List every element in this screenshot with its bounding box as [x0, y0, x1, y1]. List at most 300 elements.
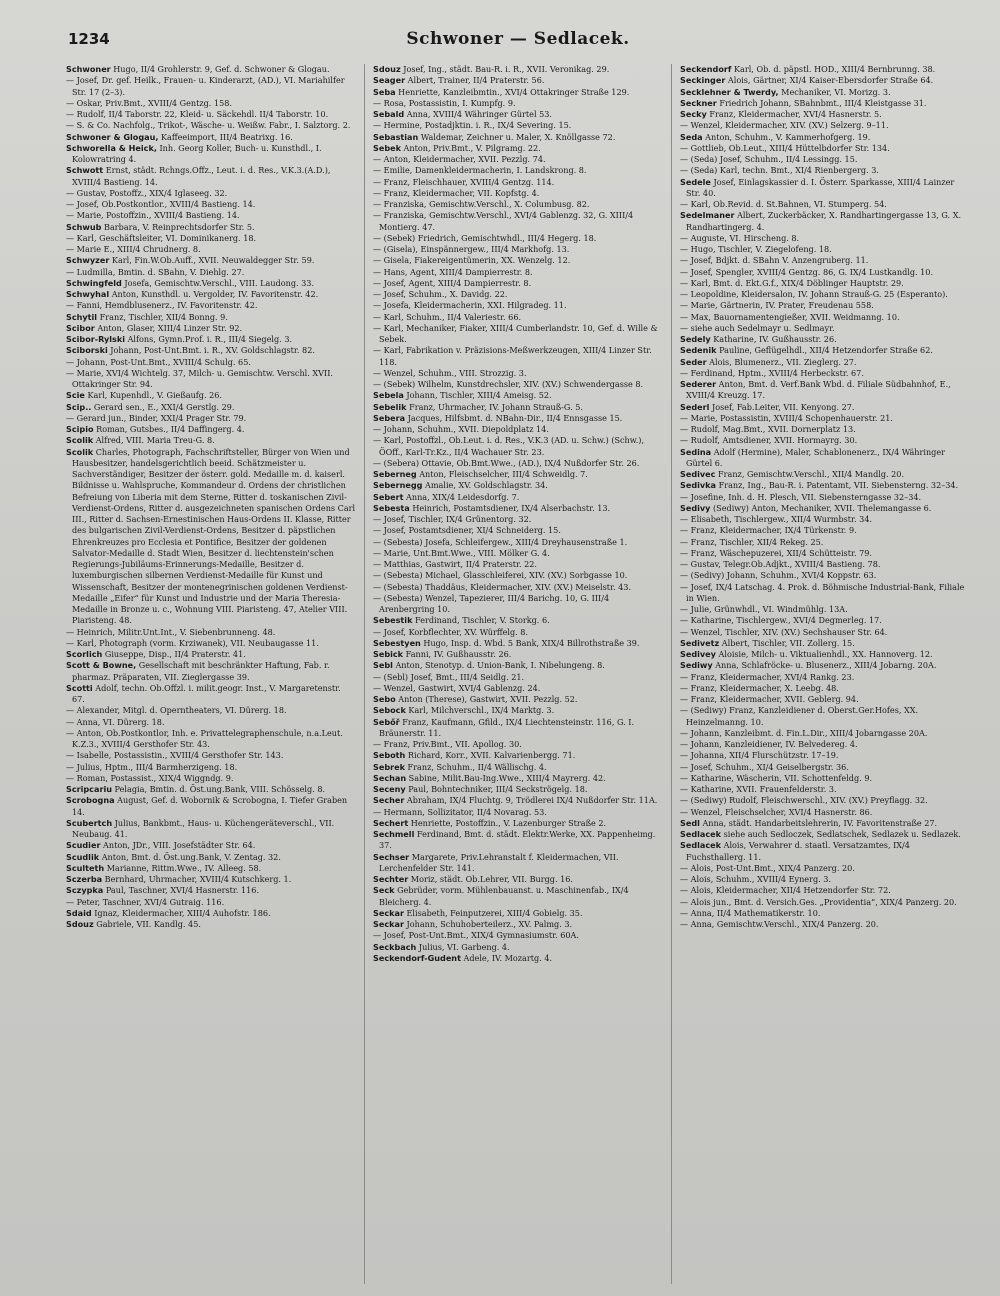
entry-details: Giuseppe, Disp., II/4 Praterstr. 41. — [102, 649, 246, 659]
entry-name: Sebl — [373, 660, 393, 671]
entry-name: Seck — [373, 885, 395, 896]
directory-entry — [680, 570, 970, 581]
directory-entry — [66, 244, 356, 255]
directory-entry — [66, 64, 356, 75]
entry-details: — Anna, Gemischtw.Verschl., XIX/4 Panzerg. 20. — [680, 919, 879, 929]
entry-details: — Marie, Postassistin, XVIII/4 Schopenhauerstr. 21. — [680, 412, 893, 423]
entry-name: Scudier — [66, 840, 101, 851]
entry-name: Schwub — [66, 221, 102, 232]
entry-details: Anna, städt. Handarbeitslehrerin, IV. Favoritenstraße 27. — [699, 817, 938, 828]
directory-entry — [680, 492, 970, 503]
directory-entry — [66, 109, 356, 120]
entry-details: Henriette, Postoffzin., V. Lazenburger Straße 2. — [408, 817, 607, 828]
entry-details: — (Sebek) Wilhelm, Kunstdrechsler, XIV. (XV.) Schwendergasse 8. — [373, 379, 644, 389]
directory-entry — [66, 435, 356, 446]
directory-entry — [373, 300, 663, 311]
directory-entry — [373, 660, 663, 671]
entry-details: Gebrüder, vorm. Mühlenbauanst. u. Maschinenfab., IX/4 Bleicherg. 4. — [379, 885, 629, 907]
entry-name: Seckar — [373, 919, 404, 929]
entry-name: Scie — [66, 390, 85, 401]
entry-details: — Karl, Ob.Revid. d. St.Bahnen, VI. Stumperg. 54. — [680, 199, 887, 209]
entry-name: Sedelmaner — [680, 210, 735, 221]
directory-entry — [373, 627, 663, 638]
directory-entry — [373, 582, 663, 593]
entry-details: — Johanna, XII/4 Flurschützstr. 17–19. — [680, 750, 839, 761]
directory-entry — [373, 705, 663, 716]
directory-entry — [373, 615, 663, 626]
entry-name: Scibor — [66, 322, 95, 333]
entry-name: Seberneg — [373, 469, 417, 479]
entry-details: (Sediwy) Anton, Mechaniker, XVII. Thelemangasse 6. — [710, 502, 932, 513]
directory-entry — [373, 390, 663, 401]
entry-name: Sebo — [373, 694, 396, 704]
entry-details: Anton, Priv.Bmt., V. Pilgramg. 22. — [400, 142, 541, 153]
directory-entry — [373, 132, 663, 143]
entry-details: Anton, Stenotyp. d. Union-Bank, I. Nibelungeng. 8. — [392, 660, 605, 671]
entry-details: — Auguste, VI. Hirscheng. 8. — [680, 232, 800, 243]
entry-details: — siehe auch Sedelmayr u. Sedlmayr. — [680, 322, 835, 333]
entry-name: Seceny — [373, 784, 406, 794]
entry-details: — Hugo, Tischler, V. Ziegelofeng. 18. — [680, 244, 832, 254]
directory-entry — [373, 930, 663, 941]
entry-name: Sebek — [373, 142, 401, 153]
directory-entry — [373, 717, 663, 740]
entry-details: Richard, Korr., XVII. Kalvarienbergg. 71. — [405, 750, 576, 761]
directory-entry — [66, 334, 356, 345]
directory-entry — [66, 210, 356, 221]
directory-entry — [66, 705, 356, 716]
entry-details: — Wenzel, Tischler, XIV. (XV.) Sechshauser Str. 64. — [680, 626, 888, 637]
entry-name: Sedina — [680, 446, 712, 457]
entry-name: Seckar — [373, 907, 404, 918]
entry-details: Ferdinand, Tischler, V. Storkg. 6. — [412, 615, 550, 626]
entry-details: — Emilie, Damenkleidermacherin, I. Landskrong. 8. — [373, 165, 587, 176]
entry-details: — Franz, Kleidermacher, VII. Kopfstg. 4. — [373, 187, 540, 198]
directory-entry — [373, 312, 663, 323]
page-title: Schwoner — Sedlacek. — [406, 29, 630, 49]
entry-name: Scrobogna — [66, 795, 115, 806]
directory-entry — [373, 64, 663, 75]
directory-entry — [680, 582, 970, 605]
directory-entry — [66, 784, 356, 795]
entry-details: — Anton, Ob.Postkontlor, Inh. e. Privattelegraphenschule, n.a.Leut. K.Z.3., XVIII/4 Gersthofer Str. 43. — [66, 727, 343, 749]
directory-entry — [680, 525, 970, 536]
entry-details: Kaffeeimport, III/4 Beatrixg. 16. — [158, 131, 293, 142]
entry-name: Sebernegg — [373, 480, 423, 491]
entry-details: Heinrich, Postamtsdiener, IX/4 Alserbachstr. 13. — [409, 502, 611, 513]
directory-entry — [66, 345, 356, 356]
entry-details: Pauline, Geflügelhdl., XII/4 Hetzendorfer Straße 62. — [716, 345, 933, 356]
entry-details: — Wenzel, Gastwirt, XVI/4 Gablenzg. 24. — [373, 682, 541, 693]
entry-details: Alois, Verwahrer d. staatl. Versatzamtes, IX/4 Fuchsthallerg. 11. — [686, 840, 910, 862]
directory-entry — [66, 795, 356, 818]
directory-entry — [680, 447, 970, 470]
entry-details: Alois, Gärtner, XI/4 Kaiser-Ebersdorfer Straße 64. — [725, 75, 934, 86]
entry-name: Seckendorf — [680, 64, 732, 74]
entry-name: Sczerba — [66, 874, 103, 884]
entry-name: Schwoner & Glogau, — [66, 131, 159, 142]
entry-details: — Josefine, Inh. d. H. Plesch, VII. Siebensterngasse 32–34. — [680, 491, 922, 502]
column-3 — [680, 64, 970, 1284]
directory-entry — [680, 795, 970, 806]
entry-details: — Josef, Postamtsdiener, XI/4 Schneiderg. 15. — [373, 525, 561, 536]
directory-entry — [66, 717, 356, 728]
directory-entry — [373, 177, 663, 188]
directory-entry — [680, 660, 970, 671]
entry-details: Elisabeth, Feinputzerei, XIII/4 Gobielg. 35. — [403, 907, 583, 918]
entry-details: Josef, Fab.Leiter, VII. Kenyong. 27. — [709, 401, 855, 412]
directory-entry — [373, 548, 663, 559]
directory-entry — [373, 165, 663, 176]
entry-details: — Alois, Schuhm., XVIII/4 Eynerg. 3. — [680, 874, 832, 884]
directory-entry — [373, 818, 663, 829]
entry-details: — Johann, Post-Unt.Bmt., XVIII/4 Schulg. 65. — [66, 356, 251, 367]
entry-details: — Josef, Schuhm., XI/4 Geiselbergstr. 36. — [680, 761, 849, 772]
entry-details: — Alois, Post-Unt.Bmt., XIX/4 Panzerg. 20. — [680, 862, 855, 873]
entry-name: Sebock — [373, 705, 406, 716]
entry-name: Scripcariu — [66, 784, 112, 794]
directory-entry — [373, 278, 663, 289]
entry-details: Barbara, V. Reinprechtsdorfer Str. 5. — [101, 221, 255, 232]
entry-name: Sedele — [680, 176, 711, 187]
directory-entry — [373, 773, 663, 784]
directory-entry — [66, 728, 356, 751]
entry-details: — (Seda) Josef, Schuhm., II/4 Lessingg. 15. — [680, 154, 858, 164]
entry-details: Roman, Gutsbes., II/4 Daffingerg. 4. — [93, 424, 245, 434]
directory-entry — [66, 267, 356, 278]
directory-entry — [66, 908, 356, 919]
entry-name: Sedivka — [680, 480, 717, 491]
entry-name: Sebesta — [373, 502, 410, 513]
directory-entry — [373, 514, 663, 525]
entry-name: Sedenik — [680, 345, 717, 356]
entry-name: Scolik — [66, 435, 94, 446]
entry-details: — Franz, Kleidermacher, IX/4 Türkenstr. 9. — [680, 525, 857, 536]
entry-name: Sdouz — [373, 64, 401, 74]
entry-details: Sabine, Milit.Bau-Ing.Wwe., XIII/4 Mayrerg. 42. — [406, 772, 606, 783]
directory-entry — [680, 244, 970, 255]
entry-details: — Ludmilla, Bmtin. d. SBahn, V. Diehlg. 27. — [66, 266, 245, 277]
entry-details: — Oskar, Priv.Bmt., XVIII/4 Gentzg. 158. — [66, 97, 232, 108]
directory-entry — [680, 323, 970, 334]
directory-entry — [680, 537, 970, 548]
entry-details: — Alois jun., Bmt. d. Versich.Ges. „Providentia“, XIX/4 Panzerg. 20. — [680, 896, 957, 907]
directory-entry — [373, 942, 663, 953]
entry-details: — Karl, Geschäftsleiter, VI. Dominikanerg. 18. — [66, 232, 257, 243]
directory-entry — [680, 233, 970, 244]
directory-entry — [66, 98, 356, 109]
directory-entry — [373, 829, 663, 852]
entry-details: Gabriele, VII. Kandlg. 45. — [93, 919, 201, 929]
directory-entry — [680, 784, 970, 795]
directory-entry — [66, 312, 356, 323]
entry-details: Anton, Kunsthdl. u. Vergolder, IV. Favoritenstr. 42. — [109, 289, 319, 299]
directory-entry — [373, 98, 663, 109]
entry-name: Secky — [680, 109, 707, 119]
entry-details: — Franz, Tischler, XII/4 Rekeg. 25. — [680, 536, 824, 547]
directory-entry — [680, 75, 970, 86]
directory-entry — [680, 874, 970, 885]
directory-entry — [680, 413, 970, 424]
entry-details: — (Sebek) Friedrich, Gemischtwhdl., III/4 Hegerg. 18. — [373, 232, 597, 243]
directory-entry — [680, 379, 970, 402]
entry-details: — Marie E., XIII/4 Chrudnerg. 8. — [66, 244, 201, 254]
directory-entry — [680, 514, 970, 525]
directory-entry — [373, 413, 663, 424]
entry-name: Sedivetz — [680, 637, 720, 648]
directory-entry — [680, 289, 970, 300]
entry-details: — Josef, Dr. gef. Heilk., Frauen- u. Kinderarzt, (AD.), VI. Mariahilfer Str. 17 (2–3). — [66, 75, 345, 97]
directory-entry — [680, 604, 970, 615]
entry-details: Julius, Bankbmt., Haus- u. Küchengeräteverschl., VII. Neubaug. 41. — [72, 817, 335, 839]
directory-entry — [680, 762, 970, 773]
directory-entry — [66, 863, 356, 874]
entry-name: Schwyhal — [66, 289, 110, 299]
entry-name: Sebick — [373, 649, 404, 659]
entry-details: — Josefa, Kleidermacherin, XXI. Hilgradeg. 11. — [373, 300, 567, 311]
directory-entry — [373, 739, 663, 750]
entry-details: Amalie, XV. Goldschlagstr. 34. — [422, 480, 548, 491]
entry-details: Abraham, IX/4 Fluchtg. 9, Trödlerei IX/4 Nußdorfer Str. 11A. — [404, 795, 658, 806]
entry-details: Charles, Photograph, Fachschriftsteller, Bürger von Wien und Hausbesitzer, handelsgerichtlich beeid. Schätzmeister u. Sachverständiger, Besitzer der österr. gold. Medaille m. d. kaiserl. Bildnisse u. Wahlspruche, Kommandeur d. Ordens der christlichen Befreiung von Liberia mit dem Sterne, Ritter d. toskanischen Zivil-Verdienst-Ordens, Ritter d. ausgezeichneten spanischen Ordens Carl III., Ritter d. Sachsen-Ernestinischen Haus-Ordens II. Klasse, Ritter des bulgarischen Zivil-Verdienst-Ordens, Besitzer d. päpstlichen Ehrenkreuzes pro Ecclesia et Pontifice, Besitzer der goldenen Salvator-Medaille d. Stadt Wien, Besitzer d. liechtenstein'schen Regierungs-Jubiläums-Erinnerungs-Medaille, Besitzer d. luxemburgischen silbernen Verdienst-Medaille für Kunst und Wissenschaft, Besitzer der montenegrinischen goldenen Verdienst-Medaille „Eifer“ für Kunst und Industrie und der Maria Theresia-Medaille in Bronze u. c., Wohnung VIII. Piaristeng. 47, Atelier VIII. Piaristeng. 48. — [72, 446, 356, 626]
directory-entry — [680, 773, 970, 784]
directory-entry — [373, 323, 663, 346]
directory-entry — [680, 278, 970, 289]
entry-details: Karl, Ob. d. päpstl. HOD., XIII/4 Bernbrunng. 38. — [731, 64, 936, 74]
entry-details: Josefa, Gemischtw.Verschl., VIII. Laudong. 33. — [121, 277, 315, 288]
directory-entry — [680, 469, 970, 480]
entry-name: Sedl — [680, 817, 700, 828]
entry-details: Johann, Schuhoberteilerz., XV. Palmg. 3. — [403, 919, 573, 929]
directory-entry — [66, 255, 356, 266]
directory-entry — [680, 829, 970, 840]
directory-entry — [680, 177, 970, 200]
entry-name: Schytil — [66, 311, 98, 322]
entry-details: — (Sediwy) Rudolf, Fleischwerschl., XIV. (XV.) Preyflagg. 32. — [680, 795, 928, 806]
directory-entry — [680, 728, 970, 739]
directory-entry — [373, 570, 663, 581]
entry-details: — Heinrich, Militr.Unt.Int., V. Siebenbrunneng. 48. — [66, 626, 276, 637]
entry-details: — (Sebl) Josef, Bmt., III/4 Seidlg. 21. — [373, 671, 525, 682]
directory-entry — [373, 795, 663, 806]
entry-details: Alfons, Gymn.Prof. i. R., III/4 Siegelg. 3. — [125, 334, 293, 344]
entry-name: Seder — [680, 356, 707, 367]
directory-entry — [680, 919, 970, 930]
directory-entry — [373, 154, 663, 165]
entry-details: Anton, Fleischselcher, III/4 Schweidlg. 7. — [416, 469, 588, 479]
directory-entry — [66, 368, 356, 391]
directory-entry — [680, 750, 970, 761]
entry-details: Julius, VI. Garbeng. 4. — [416, 941, 510, 952]
entry-details: — Karl, Fabrikation v. Präzisions-Meßwerkzeugen, XIII/4 Linzer Str. 118. — [373, 345, 652, 367]
entry-details: — Anton, Kleidermacher, XVII. Pezzlg. 74. — [373, 154, 546, 164]
directory-entry — [66, 413, 356, 424]
entry-name: Sebestik — [373, 615, 413, 626]
entry-details: Alois, Blumenerz., VII. Zieglerg. 27. — [706, 356, 857, 367]
entry-details: Johann, Post-Unt.Bmt. i. R., XV. Goldschlagstr. 82. — [107, 345, 315, 356]
entry-details: Inh. Georg Koller, Buch- u. Kunsthdl., I. Kolowratring 4. — [72, 142, 322, 164]
entry-columns — [66, 64, 970, 1284]
entry-name: Sechter — [373, 874, 409, 884]
entry-details: Karl, Fin.W.Ob.Auff., XVII. Neuwaldegger Str. 59. — [109, 255, 315, 266]
directory-entry — [373, 537, 663, 548]
directory-entry — [373, 87, 663, 98]
directory-entry — [680, 334, 970, 345]
entry-details: Ferdinand, Bmt. d. städt. Elektr.Werke, XX. Pappenheimg. 37. — [379, 829, 656, 851]
entry-name: Sechser — [373, 851, 410, 862]
directory-entry — [680, 368, 970, 379]
entry-details: — Elisabeth, Tischlergew., XII/4 Wurmbstr. 34. — [680, 514, 873, 524]
directory-entry — [680, 807, 970, 818]
entry-details: Margarete, Priv.Lehranstalt f. Kleidermachen, VII. Lerchenfelder Str. 141. — [379, 851, 619, 873]
entry-details: — Franz, Kleidermacher, XVII. Geblerg. 94. — [680, 694, 859, 704]
entry-details: Friedrich Johann, SBahnbmt., III/4 Kleistgasse 31. — [716, 97, 927, 108]
entry-details: — Wenzel, Kleidermacher, XIV. (XV.) Selzerg. 9–11. — [680, 120, 889, 131]
directory-entry — [680, 165, 970, 176]
entry-details: — Wenzel, Schuhm., VIII. Strozzig. 3. — [373, 367, 527, 378]
entry-name: Seckner — [680, 97, 717, 108]
entry-name: Seckinger — [680, 75, 726, 86]
entry-name: Seba — [373, 86, 396, 97]
entry-details: — Franziska, Gemischtw.Verschl., XVI/4 Gablenzg. 32, G. XIII/4 Montierg. 47. — [373, 210, 634, 232]
entry-details: — Marie, XVI/4 Wichtelg. 37, Milch- u. Gemischtw. Verschl. XVII. Ottakringer Str. 94. — [66, 367, 333, 389]
entry-name: Schwingfeld — [66, 277, 122, 288]
entry-details: — Karl, Postoffzl., Ob.Leut. i. d. Res., V.K.3 (AD. u. Schw.) (Schw.), ÖOff., Karl-Tr.Kz., II/4 Wachauer Str. 23. — [373, 435, 645, 457]
entry-details: — Karl, Photograph (vorm. Krziwanek), VII. Neubaugasse 11. — [66, 637, 319, 648]
entry-details: Anna, XIX/4 Leidesdorfg. 7. — [403, 491, 520, 502]
directory-entry — [680, 694, 970, 705]
directory-entry — [680, 210, 970, 233]
directory-entry — [66, 885, 356, 896]
entry-details: — Karl, Schuhm., II/4 Valeriestr. 66. — [373, 311, 522, 322]
directory-entry — [373, 469, 663, 480]
entry-name: Sederl — [680, 401, 710, 412]
entry-details: Gesellschaft mit beschränkter Haftung, Fab. r. pharmaz. Präparaten, VII. Zieglergasse 39. — [72, 660, 330, 682]
entry-details: — (Sebesta) Wenzel, Tapezierer, III/4 Barichg. 10, G. III/4 Arenbergring 10. — [373, 592, 610, 614]
entry-details: — Hermann, Sollizitator, II/4 Novarag. 53. — [373, 806, 547, 817]
page-number: 1234 — [68, 30, 110, 48]
directory-entry — [66, 222, 356, 233]
page-header — [68, 30, 968, 54]
entry-details: — Katharine, XVII. Frauenfelderstr. 3. — [680, 784, 837, 794]
directory-entry — [66, 773, 356, 784]
directory-entry — [373, 638, 663, 649]
entry-details: — S. & Co. Nachfolg., Trikot-, Wäsche- u. Weißw. Fabr., I. Salztorg. 2. — [66, 120, 351, 131]
entry-details: Anna, Schlafröcke- u. Blusenerz., XIII/4 Jobarng. 20A. — [712, 660, 937, 671]
entry-details: — Leopoldine, Kleidersalon, IV. Johann Strauß-G. 25 (Esperanto). — [680, 289, 948, 299]
directory-entry — [680, 143, 970, 154]
entry-details: — Roman, Postassist., XIX/4 Wiggndg. 9. — [66, 772, 234, 783]
entry-name: Sdaid — [66, 907, 92, 918]
entry-details: — Josef, Tischler, IX/4 Grünentorg. 32. — [373, 514, 532, 524]
directory-entry — [373, 210, 663, 233]
entry-details: Franz, Tischler, XII/4 Bonng. 9. — [97, 311, 228, 322]
entry-details: siehe auch Sedloczek, Sedlatschek, Sedlazek u. Sedlazek. — [721, 829, 961, 839]
entry-details: Johann, Tischler, XIII/4 Ameisg. 52. — [403, 390, 552, 401]
entry-details: — (Sebera) Ottavie, Ob.Bmt.Wwe., (AD.), IX/4 Nußdorfer Str. 26. — [373, 457, 640, 468]
directory-entry — [373, 143, 663, 154]
entry-details: Waldemar, Zeichner u. Maler, X. Knöllgasse 72. — [418, 131, 616, 142]
entry-name: Sederer — [680, 379, 717, 389]
entry-details: — Johann, Schuhm., XVII. Diepoldplatz 14. — [373, 424, 549, 434]
directory-entry — [373, 559, 663, 570]
directory-entry — [373, 75, 663, 86]
directory-entry — [66, 199, 356, 210]
entry-name: Schworella & Heick, — [66, 142, 157, 153]
entry-details: — Josef, Agent, XIII/4 Dampierrestr. 8. — [373, 277, 532, 288]
directory-entry — [680, 345, 970, 356]
entry-details: — (Seda) Karl, techn. Bmt., XI/4 Rienbergerg. 3. — [680, 165, 879, 176]
entry-details: — Hermine, Postadjktin. i. R., IX/4 Severing. 15. — [373, 120, 572, 131]
entry-name: Sedivey — [680, 649, 716, 659]
entry-details: — Katharine, Tischlergew., XVI/4 Degmerleg. 17. — [680, 615, 882, 626]
directory-entry — [373, 953, 663, 964]
entry-details: Albert, Tischler, VII. Zollerg. 15. — [719, 637, 855, 648]
directory-entry — [373, 244, 663, 255]
entry-details: Jacques, Hilfsbmt. d. NBahn-Dir., II/4 Ennsgasse 15. — [405, 412, 623, 423]
directory-entry — [66, 300, 356, 311]
directory-entry — [680, 435, 970, 446]
directory-entry — [680, 267, 970, 278]
entry-name: Seckbach — [373, 941, 417, 952]
directory-entry — [680, 897, 970, 908]
directory-entry — [66, 233, 356, 244]
directory-entry — [680, 503, 970, 514]
entry-details: — Alexander, Mitgl. d. Operntheaters, VI. Dürerg. 18. — [66, 705, 287, 716]
directory-entry — [66, 132, 356, 143]
entry-details: — Max, Bauornamentengießer, XVII. Weidmanng. 10. — [680, 311, 900, 322]
entry-details: Katharine, IV. Gußhausstr. 26. — [710, 334, 837, 344]
entry-details: — Franz, Priv.Bmt., VII. Apollog. 30. — [373, 739, 522, 749]
directory-entry — [373, 672, 663, 683]
directory-entry — [66, 120, 356, 131]
entry-details: Karl, Kupenhdl., V. Gießaufg. 26. — [84, 390, 222, 401]
directory-entry — [680, 64, 970, 75]
entry-details: Hugo, Insp. d. Wbd. 5 Bank, XIX/4 Billrothstraße 39. — [420, 637, 640, 648]
directory-entry — [373, 199, 663, 210]
entry-name: Scipio — [66, 424, 94, 434]
directory-entry — [66, 660, 356, 683]
entry-name: Sebőř — [373, 716, 400, 727]
entry-details: August, Gef. d. Wobornik & Scrobogna, I. Tiefer Graben 14. — [72, 795, 348, 817]
entry-details: Anton (Therese), Gastwirt, XVII. Pezzlg. 52. — [395, 694, 578, 704]
entry-details: — (Sebesta) Michael, Glasschleiferei, XIV. (XV.) Sorbgasse 10. — [373, 570, 628, 581]
entry-details: — (Gisela), Einspännergew., III/4 Markhofg. 13. — [373, 244, 570, 254]
directory-entry — [373, 762, 663, 773]
entry-details: — Isabelle, Postassistin., XVIII/4 Gersthofer Str. 143. — [66, 750, 284, 761]
column-divider — [671, 64, 672, 1284]
directory-entry — [680, 154, 970, 165]
entry-details: — Rudolf, Mag.Bmt., XVII. Dornerplatz 13. — [680, 424, 856, 434]
entry-details: Adolf (Hermine), Maler, Schablonenerz., IX/4 Währinger Gürtel 6. — [686, 446, 946, 468]
entry-details: — Josef, Korbflechter, XV. Würffelg. 8. — [373, 626, 529, 637]
directory-entry — [66, 627, 356, 638]
directory-entry — [680, 132, 970, 143]
entry-details: Pelagia, Bmtin. d. Öst.ung.Bank, VIII. Schösselg. 8. — [111, 784, 326, 794]
directory-entry — [680, 818, 970, 829]
entry-details: — Karl, Mechaniker, Fiaker, XIII/4 Cumberlandstr. 10, Gef. d. Wille & Sebek. — [373, 322, 658, 344]
entry-details: — Katharine, Wäscherin, VII. Schottenfeldg. 9. — [680, 772, 873, 783]
directory-entry — [373, 784, 663, 795]
entry-details: — Hans, Agent, XIII/4 Dampierrestr. 8. — [373, 266, 533, 277]
directory-entry — [66, 874, 356, 885]
entry-details: — Julius, Hptm., III/4 Barmherzigeng. 18. — [66, 761, 238, 772]
directory-entry — [680, 424, 970, 435]
entry-details: — Rudolf, Amtsdiener, XVII. Hormayrg. 30. — [680, 435, 858, 446]
entry-details: — (Sedivy) Johann, Schuhm., XVI/4 Koppstr. 63. — [680, 570, 877, 581]
directory-entry — [373, 525, 663, 536]
entry-name: Scolik — [66, 446, 94, 457]
